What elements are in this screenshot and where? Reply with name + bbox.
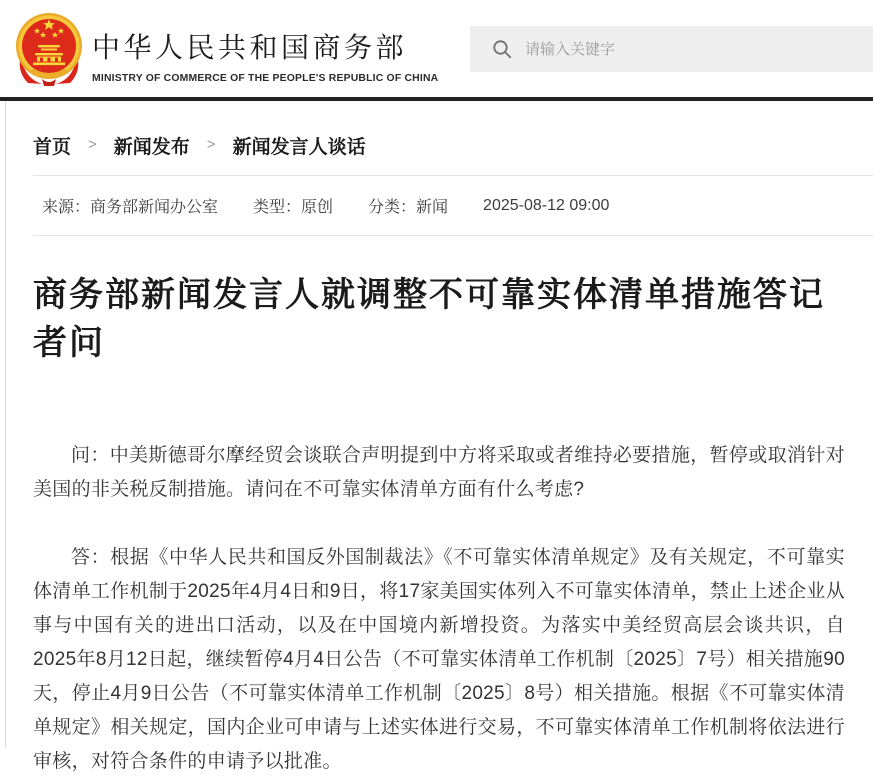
breadcrumb-news-release[interactable]: 新闻发布 [113, 137, 190, 158]
article-paragraph-question: 问：中美斯德哥尔摩经贸会谈联合声明提到中方将采取或者维持必要措施，暂停或取消针对美国的非关税反制措施。请问在不可靠实体清单方面有什么考虑? [33, 445, 845, 500]
breadcrumb-separator-icon: > [88, 136, 97, 153]
breadcrumb [33, 101, 845, 159]
article-title-line-2: 者问 [33, 324, 105, 362]
site-title: 中华人民共和国商务部 [92, 32, 408, 63]
search-box[interactable] [470, 26, 873, 72]
search-input[interactable] [525, 41, 845, 58]
meta-datetime: 2025-08-12 09:00 [483, 196, 610, 214]
article-title [33, 271, 845, 367]
search-icon[interactable] [492, 39, 512, 59]
article-paragraph-answer: 答：根据《中华人民共和国反外国制裁法》《不可靠实体清单规定》及有关规定，不可靠实体清单工作机制于2025年4月4日和9日，将17家美国实体列入不可靠实体清单，禁止上述企业从事与中国有关的进出口活动，以及在中国境内新增投资。为落实中美经贸高层会谈共识，自2025年8月12日起，继续暂停4月4日公告（不可靠实体清单工作机制〔2025〕7号）相关措施90天，停止4月9日公告（不可靠实体清单工作机制〔2025〕8号）相关措施。根据《不可靠实体清单规定》相关规定，国内企业可申请与上述实体进行交易，不可靠实体清单工作机制将依法进行审核，对符合条件的申请予以批准。 [33, 547, 845, 772]
brand [12, 9, 438, 87]
meta-category: 分类：新闻 [368, 199, 449, 216]
main-content [5, 101, 873, 772]
national-emblem-icon [12, 9, 86, 87]
breadcrumb-separator-icon: > [206, 136, 216, 153]
brand-text [92, 9, 438, 84]
breadcrumb-home[interactable]: 首页 [33, 137, 72, 158]
meta-source: 来源：商务部新闻办公室 [42, 199, 219, 216]
article-meta [33, 176, 845, 235]
site-subtitle: MINISTRY OF COMMERCE OF THE PEOPLE'S REPUBLIC OF CHINA [92, 73, 439, 84]
site-header [0, 0, 873, 97]
breadcrumb-spokesperson-remarks[interactable]: 新闻发言人谈话 [232, 137, 366, 158]
article-body [33, 439, 845, 779]
article-title-line-1: 商务部新闻发言人就调整不可靠实体清单措施答记 [33, 276, 825, 314]
meta-type: 类型：原创 [253, 199, 334, 216]
divider [33, 235, 873, 236]
